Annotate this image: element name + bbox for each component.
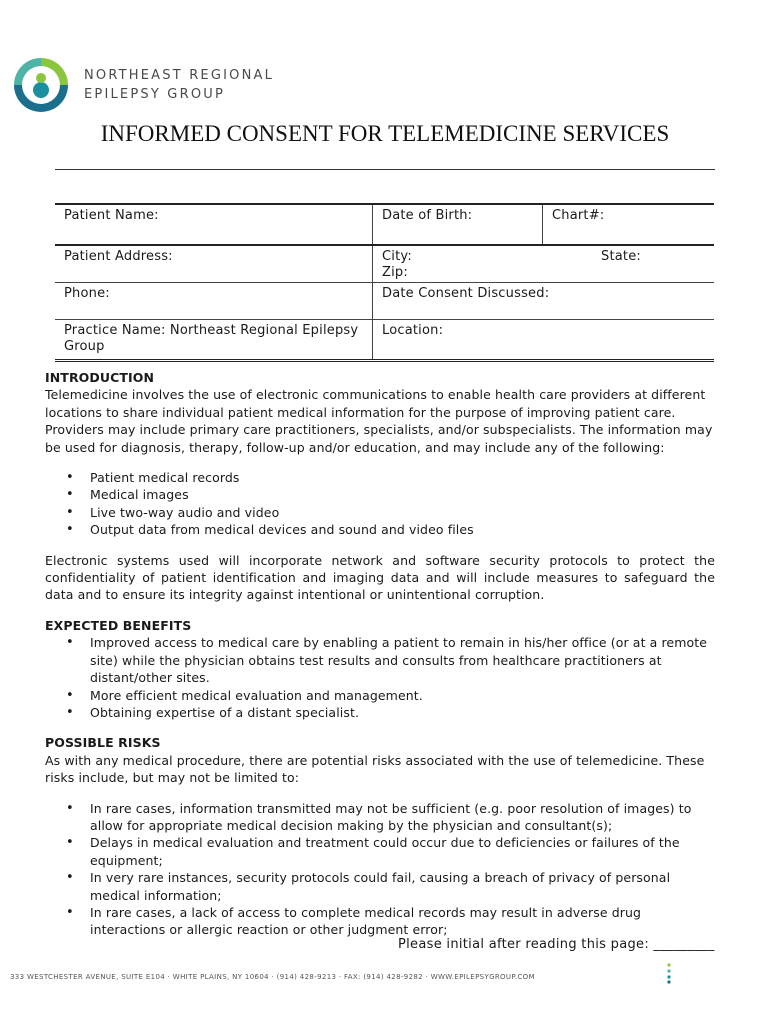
phone-field[interactable]: Phone: — [55, 283, 373, 320]
risks-paragraph: As with any medical procedure, there are potential risks associated with the use of telemedicine. These risks include, but may not be limited to: — [45, 752, 705, 786]
location-field[interactable]: Location: — [373, 320, 715, 361]
city-zip-cell[interactable] — [373, 245, 715, 283]
list-item: • More efficient medical evaluation and management. — [45, 687, 715, 704]
list-item: • Delays in medical evaluation and treatment could occur due to deficiencies or failures of the equipment; — [45, 834, 715, 869]
list-item: • Obtaining expertise of a distant specialist. — [45, 704, 715, 721]
list-item: • In rare cases, information transmitted may not be sufficient (e.g. poor resolution of images) to allow for appropriate medical decision making by the physician and consultant(s); — [45, 800, 715, 835]
intro-heading: INTRODUCTION — [45, 370, 155, 385]
intro-paragraph: Telemedicine involves the use of electronic communications to enable health care providers at different locations to share individual patient medical information for the purpose of improving patient care. Providers may include primary care practitioners, specialists, and/or subspecialists. The information may be used for diagnosis, therapy, follow-up and/or education, and may include any of the following: — [45, 387, 713, 455]
state-label: State: — [601, 249, 641, 264]
logo-icon — [10, 54, 72, 116]
decorative-dots-icon — [666, 962, 672, 984]
list-item: • In rare cases, a lack of access to complete medical records may result in adverse drug interactions or allergic reaction or other judgment error; — [45, 904, 715, 939]
list-item: • Improved access to medical care by enabling a patient to remain in his/her office (or at a remote site) while the physician obtains test results and consults from healthcare practitioners at distant/other sites. — [45, 634, 715, 686]
org-line-1: NORTHEAST REGIONAL — [84, 68, 275, 83]
risks-list — [45, 800, 715, 939]
risks-heading: POSSIBLE RISKS — [45, 735, 161, 751]
list-item: • Patient medical records — [45, 469, 715, 486]
intro-paragraph-2: Electronic systems used will incorporate network and software security protocols to protect the confidentiality of patient identification and imaging data and will include measures to safeguard the data and to ensure its integrity against intentional or unintentional corruption. — [45, 552, 715, 603]
list-item: • In very rare instances, security protocols could fail, causing a breach of privacy of personal medical information; — [45, 869, 715, 904]
list-item: • Medical images — [45, 486, 715, 503]
patient-address-field[interactable]: Patient Address: — [55, 245, 373, 283]
date-consent-field[interactable]: Date Consent Discussed: — [382, 286, 550, 301]
patient-info-table — [55, 203, 714, 362]
initial-prompt[interactable]: Please initial after reading this page: _________ — [398, 937, 715, 952]
zip-label: Zip: — [382, 265, 408, 280]
dob-field[interactable]: Date of Birth: — [373, 204, 543, 245]
list-item: • Live two-way audio and video — [45, 504, 715, 521]
page-title: INFORMED CONSENT FOR TELEMEDICINE SERVICES — [100, 121, 670, 146]
practice-name-field: Practice Name: Northeast Regional Epilepsy Group — [55, 320, 373, 361]
consent-body — [45, 369, 715, 939]
benefits-list — [45, 634, 715, 721]
org-line-2: EPILEPSY GROUP — [84, 87, 226, 102]
intro-list — [45, 469, 715, 539]
chart-field[interactable]: Chart#: — [543, 204, 715, 245]
list-item: • Output data from medical devices and sound and video files — [45, 521, 715, 538]
org-name — [84, 66, 274, 104]
city-label: City: — [382, 249, 412, 264]
footer-address: 333 WESTCHESTER AVENUE, SUITE E104 · WHITE PLAINS, NY 10604 · (914) 428-9213 · FAX: (914) 428-9282 · WWW.EPILEPSYGROUP.COM — [10, 973, 535, 981]
benefits-heading: EXPECTED BENEFITS — [45, 617, 192, 633]
title-rule — [55, 169, 715, 170]
patient-name-field[interactable]: Patient Name: — [55, 204, 373, 245]
